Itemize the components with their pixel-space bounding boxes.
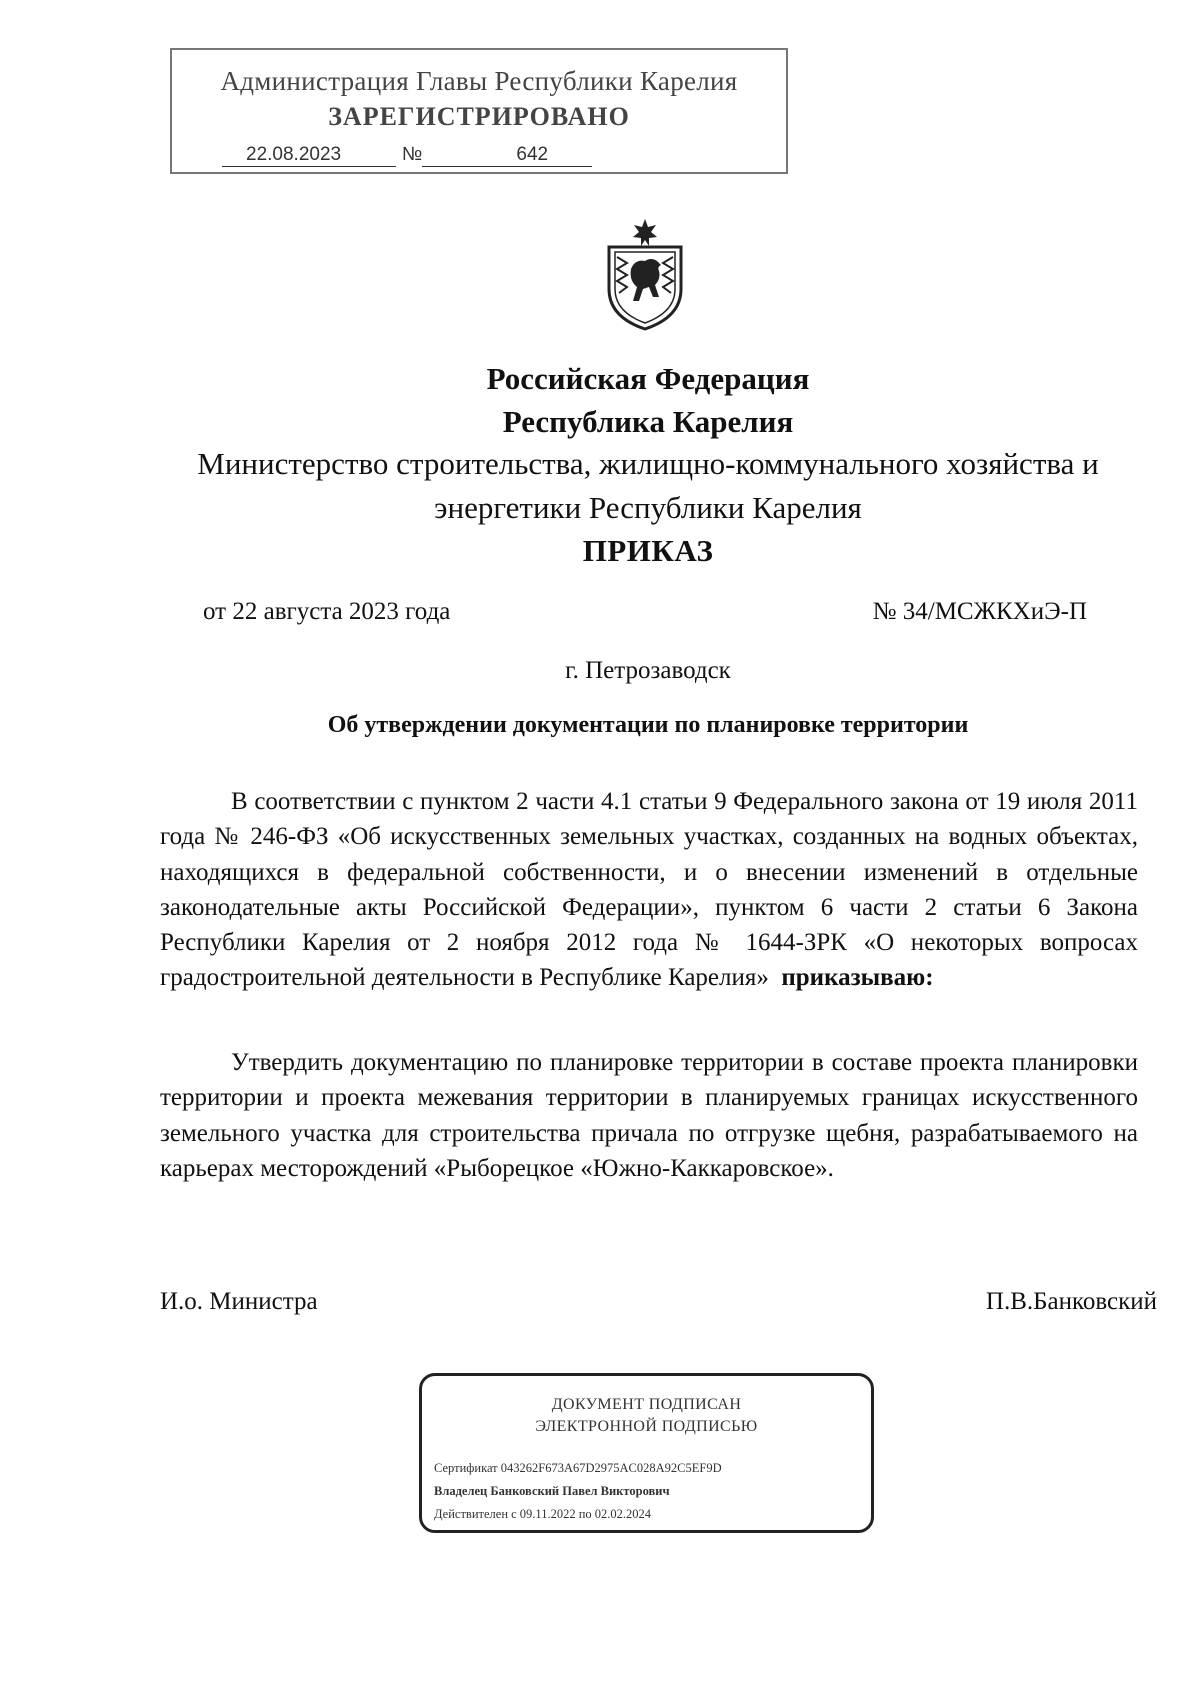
country-heading: Российская Федерация [486, 361, 810, 396]
stamp-status: ЗАРЕГИСТРИРОВАНО [328, 102, 630, 131]
ministry-line-1: Министерство строительства, жилищно-коммунального хозяйства и [197, 446, 1099, 481]
esign-validity: Действителен с 09.11.2022 по 02.02.2024 [434, 1507, 652, 1521]
stamp-number-label: № [402, 144, 423, 165]
order-subject: Об утверждении документации по планировке территории [327, 712, 969, 738]
esign-title-line-2: ЭЛЕКТРОННОЙ ПОДПИСЬЮ [535, 1418, 758, 1435]
stamp-registration-line [222, 144, 592, 167]
esign-title-line-1: ДОКУМЕНТ ПОДПИСАН [551, 1396, 742, 1413]
electronic-signature-stamp [419, 1373, 874, 1533]
order-number: № 34/МСЖКХиЭ-П [872, 598, 1087, 625]
signer-title: И.о. Министра [160, 1288, 318, 1315]
signer-name: П.В.Банковский [985, 1288, 1157, 1315]
stamp-date: 22.08.2023 [222, 144, 396, 167]
body-paragraph-1-text: В соответствии с пунктом 2 части 4.1 статьи 9 Федерального закона от 19 июля 2011 года № 246-ФЗ «Об искусственных земельных участках, созданных на водных объектах, находящихся в федеральной собственности, и о внесении изменений в отдельные законодательные акты Российской Федерации», пунктом 6 части 2 статьи 6 Закона Республики Карелия от 2 ноября 2012 года № 1644-ЗРК «О некоторых вопросах градостроительной деятельности в Республике Карелия» [160, 788, 1138, 992]
esign-certificate: Сертификат 043262F673A67D2975AC028A92C5EF9D [434, 1461, 722, 1475]
coat-of-arms-icon [599, 217, 691, 331]
body-paragraph-1 [160, 784, 1138, 996]
order-city: г. Петрозаводск [565, 657, 731, 684]
registration-stamp [170, 48, 788, 174]
stamp-authority: Администрация Главы Республики Карелия [220, 66, 738, 96]
body-paragraph-2: Утвердить документацию по планировке территории в составе проекта планировки территории и проекта межевания территории в планируемых границах искусственного земельного участка для строительства причала по отгрузке щебня, разрабатываемого на карьерах месторождений «Рыборецкое «Южно-Каккаровское». [160, 1049, 1138, 1182]
order-directive: приказываю: [781, 964, 934, 992]
ministry-line-2: энергетики Республики Карелия [434, 490, 862, 525]
region-heading: Республика Карелия [502, 404, 794, 439]
esign-owner: Владелец Банковский Павел Викторович [434, 1484, 670, 1498]
document-type-heading: ПРИКАЗ [582, 533, 714, 568]
stamp-number: 642 [422, 144, 592, 167]
order-date: от 22 августа 2023 года [203, 598, 451, 625]
